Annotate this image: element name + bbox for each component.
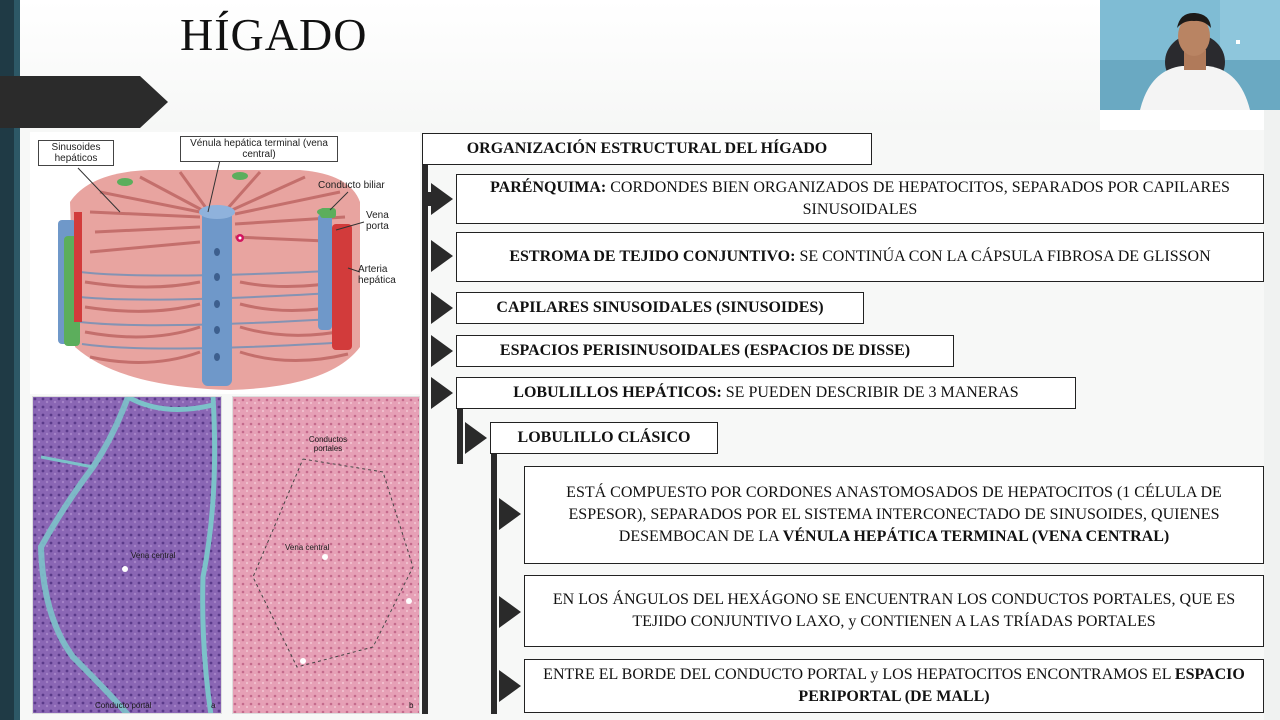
concept-detail-text	[539, 482, 1249, 548]
connector-arrow	[431, 335, 453, 367]
connector-lobulillos-trunk	[457, 408, 463, 464]
micrograph-b-panel-letter: b	[409, 701, 414, 710]
micrograph-a-bottom-label: Conducto portal	[95, 701, 152, 710]
concept-detail-3	[524, 659, 1264, 713]
connector-arrow	[465, 422, 487, 454]
connector-arrow	[431, 183, 453, 215]
concept-detail-bold: ESPACIO PERIPORTAL (DE MALL)	[798, 666, 1245, 705]
connector-arrow	[499, 596, 521, 628]
title-arrow-tab	[0, 76, 168, 128]
concept-item-bold: PARÉNQUIMA:	[490, 179, 607, 196]
micrograph-b-top-label: Conductos portales	[308, 435, 348, 453]
concept-detail-text	[539, 664, 1249, 708]
concept-item-bold: LOBULILLOS HEPÁTICOS:	[513, 384, 722, 401]
label-sinusoids: Sinusoides hepáticos	[38, 140, 114, 166]
micrograph-a-image	[33, 397, 222, 714]
concept-item-capilares	[456, 292, 864, 324]
slide-right-band	[1264, 110, 1280, 720]
connector-arrow	[431, 377, 453, 409]
concept-sub-lobulillo-clasico	[490, 422, 718, 454]
concept-item-text	[500, 340, 910, 362]
label-terminal-venule: Vénula hepática terminal (vena central)	[180, 136, 338, 162]
concept-detail-body: ESTÁ COMPUESTO POR CORDONES ANASTOMOSADOS DE HEPATOCITOS (1 CÉLULA DE ESPESOR), SEPARADOS POR EL SISTEMA INTERCONECTADO DE SINUSOIDES, QUIENES DESEMBOCAN DE LA	[566, 484, 1222, 545]
concept-item-estroma	[456, 232, 1264, 282]
concept-root-label: ORGANIZACIÓN ESTRUCTURAL DEL HÍGADO	[466, 140, 828, 157]
connector-arrow	[431, 292, 453, 324]
micrograph-b	[232, 396, 420, 714]
connector-clasico-trunk	[491, 452, 497, 714]
concept-detail-body: EN LOS ÁNGULOS DEL HEXÁGONO SE ENCUENTRAN LOS CONDUCTOS PORTALES, QUE ES TEJIDO CONJUNTIVO LAXO, y CONTIENEN A LAS TRÍADAS PORTALES	[552, 591, 1236, 630]
concept-item-text	[465, 177, 1255, 221]
concept-detail-body: ENTRE EL BORDE DEL CONDUCTO PORTAL y LOS HEPATOCITOS ENCONTRAMOS EL	[543, 666, 1175, 683]
micrograph-a-center-label: Vena central	[131, 551, 176, 560]
connector-arrow	[499, 670, 521, 702]
micrograph-b-center-label: Vena central	[285, 543, 330, 552]
concept-root	[422, 133, 872, 165]
connector-main-trunk	[422, 164, 428, 714]
concept-item-lobulillos	[456, 377, 1076, 409]
connector-arrow	[499, 498, 521, 530]
concept-detail-1	[524, 466, 1264, 564]
concept-item-parenquima	[456, 174, 1264, 224]
concept-item-body: SE PUEDEN DESCRIBIR DE 3 MANERAS	[721, 384, 1019, 401]
concept-detail-bold: VÉNULA HEPÁTICA TERMINAL (VENA CENTRAL)	[782, 528, 1170, 545]
concept-item-text	[513, 382, 1018, 404]
concept-item-bold: CAPILARES SINUSOIDALES (SINUSOIDES)	[496, 299, 824, 316]
webcam-video	[1100, 0, 1280, 110]
concept-sub-title: LOBULILLO CLÁSICO	[517, 429, 691, 446]
liver-lobule-diagram	[30, 132, 420, 394]
concept-item-body: SE CONTINÚA CON LA CÁPSULA FIBROSA DE GLISSON	[795, 248, 1211, 265]
lobule-illustration	[30, 132, 420, 394]
slide-title: HÍGADO	[180, 9, 368, 60]
concept-item-text	[509, 246, 1210, 268]
concept-item-bold: ESTROMA DE TEJIDO CONJUNTIVO:	[509, 248, 796, 265]
concept-item-espacios	[456, 335, 954, 367]
concept-item-bold: ESPACIOS PERISINUSOIDALES (ESPACIOS DE DISSE)	[499, 342, 911, 359]
micrograph-a	[32, 396, 222, 714]
micrograph-a-panel-letter: a	[211, 701, 216, 710]
label-bile-duct: Conducto biliar	[318, 180, 385, 191]
concept-item-text	[496, 297, 823, 319]
label-portal-vein: Vena porta	[366, 210, 389, 232]
concept-detail-text	[539, 589, 1249, 633]
concept-detail-2	[524, 575, 1264, 647]
label-hepatic-artery: Arteria hepática	[358, 264, 396, 286]
concept-item-body: CORDONDES BIEN ORGANIZADOS DE HEPATOCITOS, SEPARADOS POR CAPILARES SINUSOIDALES	[606, 179, 1230, 218]
presenter-image	[1100, 0, 1280, 110]
connector-arrow	[431, 240, 453, 272]
